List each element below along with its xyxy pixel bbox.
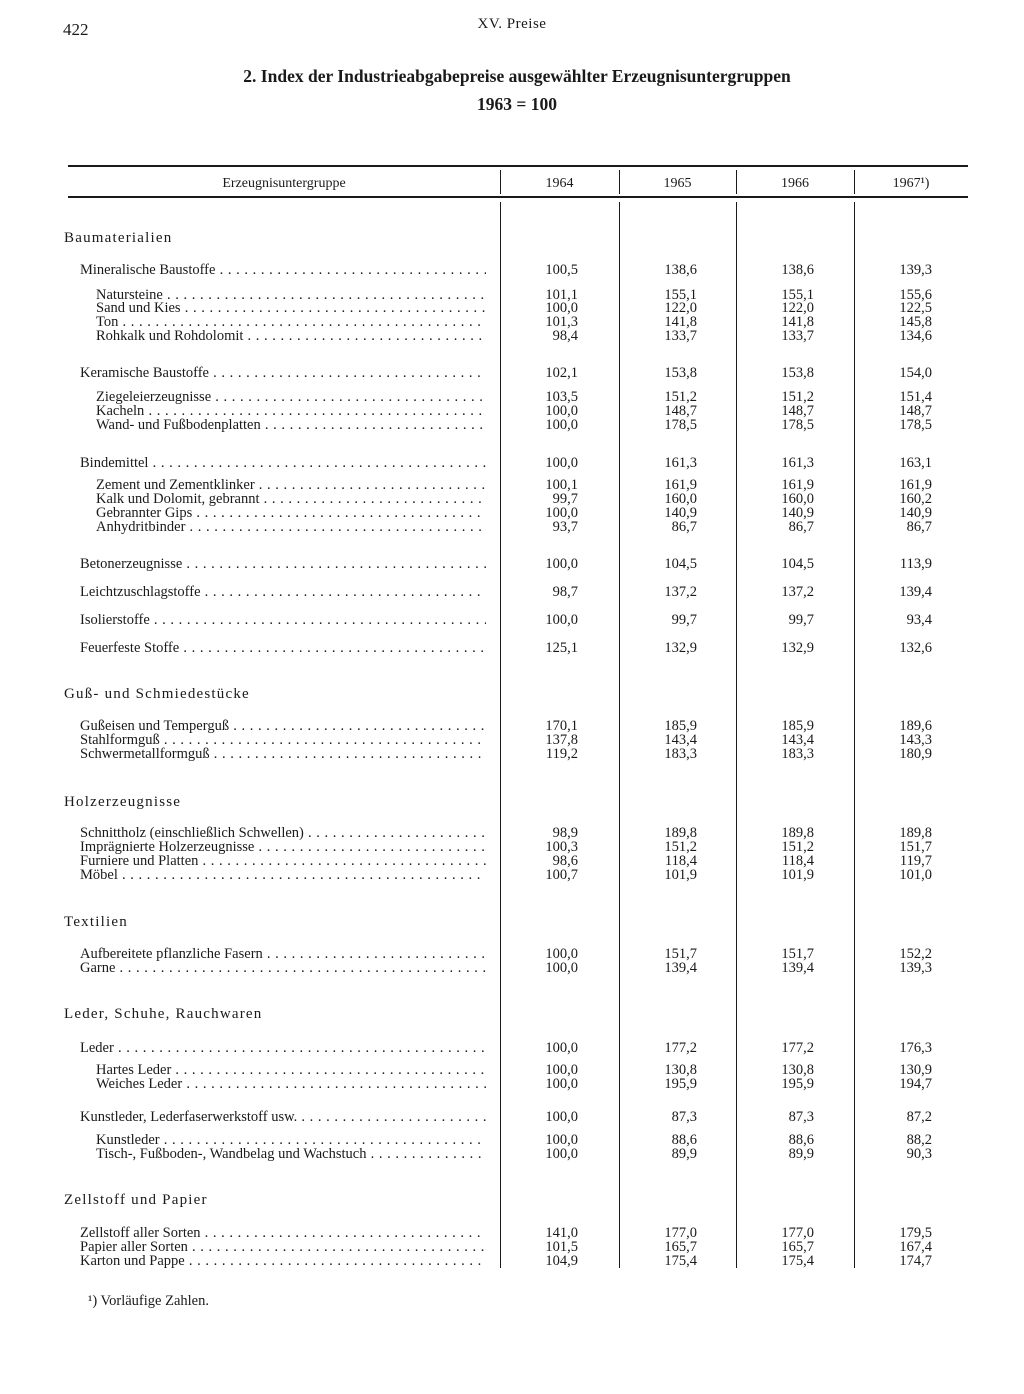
table-cell-value: 139,3 (899, 262, 932, 278)
table-cell-value: 143,3 (899, 732, 932, 748)
table-row-label: Isolierstoffe . . . (80, 612, 486, 629)
table-top-rule (68, 165, 968, 167)
table-cell-value: 118,4 (781, 853, 814, 869)
table-row-label: Kalk und Dolomit, gebrannt . . . (96, 491, 486, 508)
table-cell-value: 122,0 (664, 300, 697, 316)
table-cell-value: 100,0 (545, 403, 578, 419)
table-row-label: Leder . . . (80, 1040, 486, 1057)
table-row-label: Bindemittel . . . (80, 455, 486, 472)
table-cell-value: 140,9 (664, 505, 697, 521)
table-cell-value: 87,3 (671, 1109, 697, 1125)
table-cell-value: 175,4 (664, 1253, 697, 1269)
table-cell-value: 101,9 (781, 867, 814, 883)
table-row-label: Mineralische Baustoffe . . . (80, 262, 486, 279)
table-row-label: Karton und Pappe . . . (80, 1253, 486, 1270)
table-cell-value: 100,0 (545, 417, 578, 433)
table-cell-value: 130,8 (664, 1062, 697, 1078)
table-cell-value: 100,0 (545, 556, 578, 572)
table-cell-value: 163,1 (899, 455, 932, 471)
table-row-label: Natursteine . . . (96, 287, 486, 304)
page-number: 422 (63, 20, 89, 39)
table-row-label: Hartes Leder . . . (96, 1062, 486, 1079)
table-cell-value: 139,4 (664, 960, 697, 976)
table-cell-value: 101,0 (899, 867, 932, 883)
running-head: XV. Preise (477, 16, 547, 32)
table-cell-value: 100,0 (545, 1146, 578, 1162)
table-cell-value: 141,8 (664, 314, 697, 330)
table-cell-value: 183,3 (781, 746, 814, 762)
table-cell-value: 132,6 (899, 640, 932, 656)
table-row-label: Schnittholz (einschließlich Schwellen) . . . (80, 825, 486, 842)
table-row-label: Papier aller Sorten . . . (80, 1239, 486, 1256)
table-cell-value: 100,0 (545, 300, 578, 316)
table-cell-value: 177,0 (664, 1225, 697, 1241)
table-cell-value: 102,1 (545, 365, 578, 381)
table-cell-value: 151,4 (899, 389, 932, 405)
column-header-1966: 1966 (781, 176, 809, 191)
column-header-1965: 1965 (663, 176, 692, 191)
footnote: ¹) Vorläufige Zahlen. (88, 1293, 209, 1309)
table-group-heading: Textilien (64, 914, 128, 930)
table-group-heading: Leder, Schuhe, Rauchwaren (64, 1006, 263, 1022)
table-row-label: Feuerfeste Stoffe . . . (80, 640, 486, 657)
table-row-label: Ziegeleierzeugnisse . . . (96, 389, 486, 406)
table-cell-value: 132,9 (781, 640, 814, 656)
table-cell-value: 185,9 (664, 718, 697, 734)
table-row-label: Betonerzeugnisse . . . (80, 556, 486, 573)
table-cell-value: 151,2 (781, 839, 814, 855)
column-header-1967: 1967¹) (892, 176, 930, 191)
table-row-label: Garne . . . (80, 960, 486, 977)
table-cell-value: 132,9 (664, 640, 697, 656)
table-cell-value: 195,9 (781, 1076, 814, 1092)
table-cell-value: 195,9 (664, 1076, 697, 1092)
table-cell-value: 161,9 (664, 477, 697, 493)
table-cell-value: 178,5 (664, 417, 697, 433)
column-header-category: Erzeugnisuntergruppe (222, 176, 346, 191)
table-cell-value: 141,0 (545, 1225, 578, 1241)
table-cell-value: 177,2 (664, 1040, 697, 1056)
table-cell-value: 100,0 (545, 612, 578, 628)
table-cell-value: 98,9 (552, 825, 578, 841)
table-cell-value: 151,2 (664, 389, 697, 405)
table-row-label: Weiches Leder . . . (96, 1076, 486, 1093)
table-cell-value: 133,7 (781, 328, 814, 344)
table-cell-value: 151,2 (664, 839, 697, 855)
table-cell-value: 88,6 (671, 1132, 697, 1148)
table-cell-value: 119,2 (545, 746, 578, 762)
table-row-label: Leichtzuschlagstoffe . . . (80, 584, 486, 601)
table-cell-value: 160,2 (899, 491, 932, 507)
table-cell-value: 139,4 (899, 584, 932, 600)
table-cell-value: 161,3 (664, 455, 697, 471)
table-cell-value: 170,1 (545, 718, 578, 734)
table-cell-value: 160,0 (664, 491, 697, 507)
table-cell-value: 175,4 (781, 1253, 814, 1269)
table-cell-value: 148,7 (899, 403, 932, 419)
table-cell-value: 185,9 (781, 718, 814, 734)
table-cell-value: 87,3 (788, 1109, 814, 1125)
table-row-label: Zellstoff aller Sorten . . . (80, 1225, 486, 1242)
table-row-label: Aufbereitete pflanzliche Fasern . . . (80, 946, 486, 963)
table-cell-value: 161,9 (899, 477, 932, 493)
table-cell-value: 133,7 (664, 328, 697, 344)
table-row-label: Wand- und Fußbodenplatten . . . (96, 417, 486, 434)
table-row-label: Möbel . . . (80, 867, 486, 884)
page-title: 2. Index der Industrieabgabepreise ausgewählter Erzeugnisuntergruppen (243, 66, 791, 86)
table-cell-value: 183,3 (664, 746, 697, 762)
table-row-label: Tisch-, Fußboden-, Wandbelag und Wachstuch . . . (96, 1146, 486, 1163)
table-cell-value: 189,8 (899, 825, 932, 841)
table-cell-value: 145,8 (899, 314, 932, 330)
table-row-label: Sand und Kies . . . (96, 300, 486, 317)
table-cell-value: 100,0 (545, 1062, 578, 1078)
table-cell-value: 93,4 (906, 612, 932, 628)
table-cell-value: 194,7 (899, 1076, 932, 1092)
table-cell-value: 88,6 (788, 1132, 814, 1148)
table-cell-value: 139,4 (781, 960, 814, 976)
table-cell-value: 148,7 (664, 403, 697, 419)
table-cell-value: 101,3 (545, 314, 578, 330)
table-row-label: Zement und Zementklinker . . . (96, 477, 486, 494)
table-cell-value: 100,0 (545, 1132, 578, 1148)
table-cell-value: 100,0 (545, 1076, 578, 1092)
table-row-label: Imprägnierte Holzerzeugnisse . . . (80, 839, 486, 856)
table-cell-value: 99,7 (671, 612, 697, 628)
table-cell-value: 160,0 (781, 491, 814, 507)
table-cell-value: 100,0 (545, 1040, 578, 1056)
table-cell-value: 152,2 (899, 946, 932, 962)
table-cell-value: 86,7 (788, 519, 814, 535)
table-cell-value: 98,7 (552, 584, 578, 600)
table-cell-value: 155,1 (781, 287, 814, 303)
table-cell-value: 161,3 (781, 455, 814, 471)
table-cell-value: 151,7 (781, 946, 814, 962)
table-cell-value: 151,7 (664, 946, 697, 962)
table-cell-value: 89,9 (788, 1146, 814, 1162)
table-cell-value: 174,7 (899, 1253, 932, 1269)
table-header-rule (68, 196, 968, 198)
table-cell-value: 99,7 (552, 491, 578, 507)
table-row-label: Furniere und Platten . . . (80, 853, 486, 870)
table-row-label: Kacheln . . . (96, 403, 486, 420)
table-cell-value: 140,9 (899, 505, 932, 521)
table-cell-value: 137,2 (781, 584, 814, 600)
table-cell-value: 104,5 (664, 556, 697, 572)
table-cell-value: 179,5 (899, 1225, 932, 1241)
table-row-label: Stahlformguß . . . (80, 732, 486, 749)
table-cell-value: 100,3 (545, 839, 578, 855)
table-row-label: Rohkalk und Rohdolomit . . . (96, 328, 486, 345)
table-cell-value: 134,6 (899, 328, 932, 344)
table-cell-value: 177,0 (781, 1225, 814, 1241)
table-cell-value: 137,2 (664, 584, 697, 600)
table-cell-value: 99,7 (788, 612, 814, 628)
table-group-heading: Zellstoff und Papier (64, 1192, 208, 1208)
table-cell-value: 189,8 (781, 825, 814, 841)
table-cell-value: 153,8 (664, 365, 697, 381)
table-row-label: Gebrannter Gips . . . (96, 505, 486, 522)
table-cell-value: 141,8 (781, 314, 814, 330)
table-row-label: Anhydritbinder . . . (96, 519, 486, 536)
table-cell-value: 100,0 (545, 1109, 578, 1125)
table-cell-value: 98,6 (552, 853, 578, 869)
table-cell-value: 100,0 (545, 946, 578, 962)
table-cell-value: 89,9 (671, 1146, 697, 1162)
table-cell-value: 104,9 (545, 1253, 578, 1269)
table-cell-value: 100,5 (545, 262, 578, 278)
table-cell-value: 93,7 (552, 519, 578, 535)
table-cell-value: 143,4 (781, 732, 814, 748)
table-row-label: Kunstleder, Lederfaserwerkstoff usw. . . . (80, 1109, 486, 1126)
table-cell-value: 113,9 (899, 556, 932, 572)
table-cell-value: 122,5 (899, 300, 932, 316)
table-group-heading: Guß- und Schmiedestücke (64, 686, 250, 702)
table-row-label: Keramische Baustoffe . . . (80, 365, 486, 382)
table-cell-value: 125,1 (545, 640, 578, 656)
table-cell-value: 143,4 (664, 732, 697, 748)
table-cell-value: 100,0 (545, 505, 578, 521)
table-cell-value: 138,6 (781, 262, 814, 278)
table-cell-value: 86,7 (671, 519, 697, 535)
table-cell-value: 165,7 (781, 1239, 814, 1255)
table-cell-value: 87,2 (906, 1109, 932, 1125)
table-cell-value: 151,2 (781, 389, 814, 405)
table-cell-value: 86,7 (906, 519, 932, 535)
table-cell-value: 130,9 (899, 1062, 932, 1078)
table-cell-value: 118,4 (664, 853, 697, 869)
table-cell-value: 154,0 (899, 365, 932, 381)
table-cell-value: 101,1 (545, 287, 578, 303)
table-cell-value: 165,7 (664, 1239, 697, 1255)
table-cell-value: 101,5 (545, 1239, 578, 1255)
table-cell-value: 178,5 (781, 417, 814, 433)
table-row-label: Schwermetallformguß . . . (80, 746, 486, 763)
table-cell-value: 155,6 (899, 287, 932, 303)
table-cell-value: 178,5 (899, 417, 932, 433)
table-cell-value: 140,9 (781, 505, 814, 521)
table-cell-value: 104,5 (781, 556, 814, 572)
table-group-heading: Baumaterialien (64, 230, 173, 246)
table-row-label: Ton . . . (96, 314, 486, 331)
table-cell-value: 161,9 (781, 477, 814, 493)
table-cell-value: 101,9 (664, 867, 697, 883)
table-cell-value: 122,0 (781, 300, 814, 316)
column-header-1964: 1964 (545, 176, 574, 191)
table-cell-value: 100,1 (545, 477, 578, 493)
page-subtitle: 1963 = 100 (477, 94, 557, 114)
table-cell-value: 180,9 (899, 746, 932, 762)
table-cell-value: 177,2 (781, 1040, 814, 1056)
table-cell-value: 176,3 (899, 1040, 932, 1056)
table-cell-value: 90,3 (906, 1146, 932, 1162)
table-row-label: Gußeisen und Temperguß . . . (80, 718, 486, 735)
table-cell-value: 103,5 (545, 389, 578, 405)
table-cell-value: 189,8 (664, 825, 697, 841)
table-row-label: Kunstleder . . . (96, 1132, 486, 1149)
table-cell-value: 155,1 (664, 287, 697, 303)
table-cell-value: 153,8 (781, 365, 814, 381)
table-cell-value: 100,0 (545, 960, 578, 976)
table-cell-value: 189,6 (899, 718, 932, 734)
table-cell-value: 137,8 (545, 732, 578, 748)
table-cell-value: 100,0 (545, 455, 578, 471)
table-cell-value: 88,2 (906, 1132, 932, 1148)
table-cell-value: 139,3 (899, 960, 932, 976)
table-cell-value: 119,7 (899, 853, 932, 869)
table-cell-value: 151,7 (899, 839, 932, 855)
table-cell-value: 167,4 (899, 1239, 932, 1255)
table-group-heading: Holzerzeugnisse (64, 794, 182, 810)
table-cell-value: 138,6 (664, 262, 697, 278)
table-cell-value: 98,4 (552, 328, 578, 344)
table-cell-value: 100,7 (545, 867, 578, 883)
table-cell-value: 148,7 (781, 403, 814, 419)
table-cell-value: 130,8 (781, 1062, 814, 1078)
